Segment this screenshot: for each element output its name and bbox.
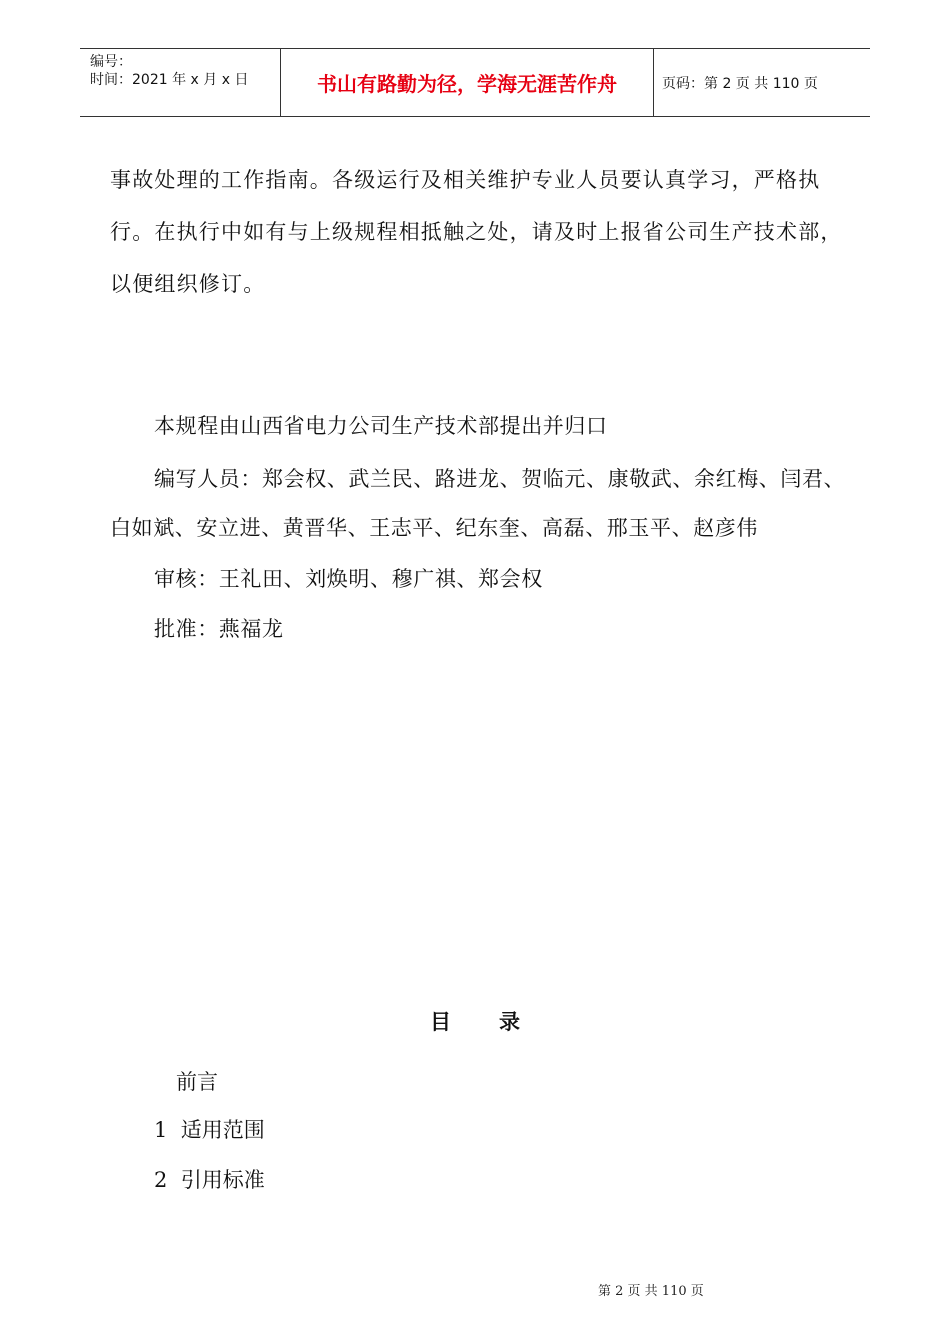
time-label: 时间：2021 年 x 月 x 日 — [90, 72, 249, 88]
body-paragraph: 事故处理的工作指南。各级运行及相关维护专业人员要认真学习，严格执行。在执行中如有与上级规程相抵触之处，请及时上报省公司生产技术部，以便组织修订。 — [110, 168, 843, 296]
approver-line: 批准：燕福龙 — [154, 617, 284, 641]
authors-paragraph: 编写人员：郑会权、武兰民、路进龙、贺临元、康敬武、余红梅、闫君、白如斌、安立进、黄晋华、王志平、纪东奎、高磊、邢玉平、赵彦伟 — [110, 467, 846, 540]
header-page-info: 页码：第 2 页 共 110 页 — [662, 75, 818, 92]
toc-item-scope[interactable]: 1 适用范围 — [154, 1118, 265, 1142]
toc-item-references[interactable]: 2 引用标准 — [154, 1168, 265, 1192]
proposer-line: 本规程由山西省电力公司生产技术部提出并归口 — [154, 414, 608, 438]
toc-item-preface[interactable]: 前言 — [176, 1070, 218, 1094]
reviewers-line: 审核：王礼田、刘焕明、穆广祺、郑会权 — [154, 567, 543, 591]
page-footer: 第 2 页 共 110 页 — [598, 1284, 704, 1299]
toc-title: 目录 — [430, 1010, 568, 1034]
header-meta — [80, 49, 281, 116]
serial-label: 编号： — [90, 54, 132, 70]
header-motto: 书山有路勤为径，学海无涯苦作舟 — [281, 49, 654, 116]
page-header — [80, 48, 870, 117]
